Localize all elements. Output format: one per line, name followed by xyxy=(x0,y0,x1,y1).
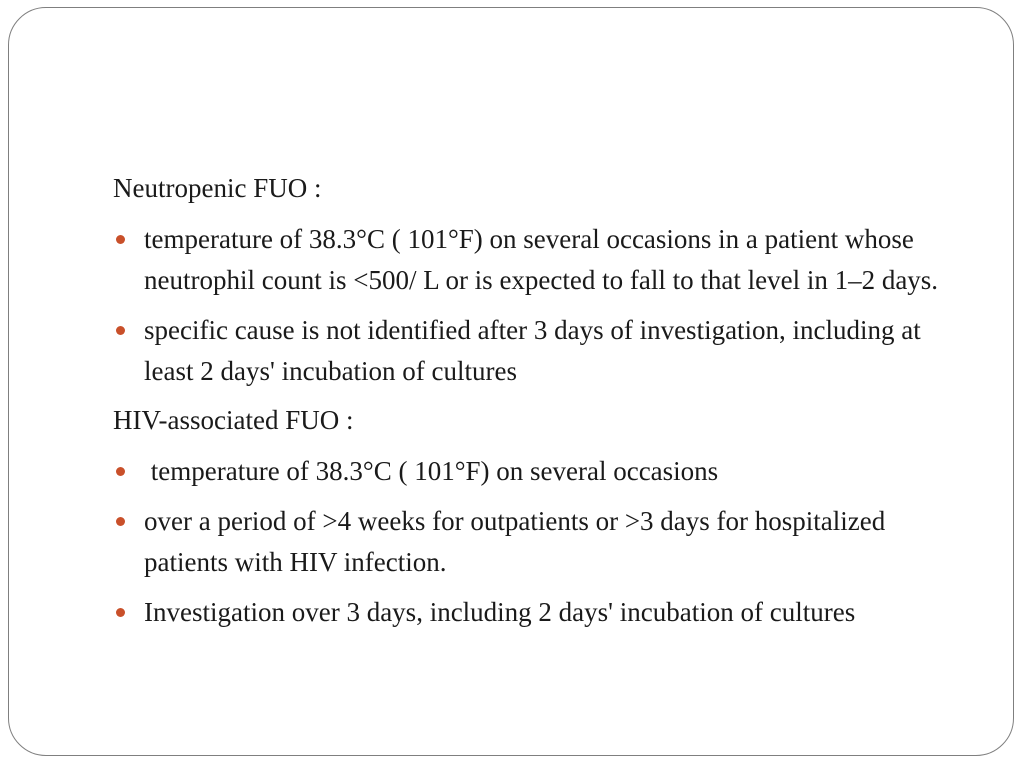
bullet-text: Investigation over 3 days, including 2 days' incubation of cultures xyxy=(144,597,856,627)
bullet-dot-icon xyxy=(116,517,125,526)
bullet-item xyxy=(113,219,953,301)
bullet-dot-icon xyxy=(116,608,125,617)
slide-content xyxy=(113,169,953,642)
section-heading-hiv: HIV-associated FUO : xyxy=(113,405,354,435)
section-heading-neutropenic: Neutropenic FUO : xyxy=(113,173,322,203)
bullet-dot-icon xyxy=(116,235,125,244)
bullet-dot-icon xyxy=(116,467,125,476)
bullet-item xyxy=(113,451,953,492)
bullet-text: specific cause is not identified after 3 days of investigation, including at least 2 days' incubation of cultures xyxy=(144,315,921,386)
bullet-text: temperature of 38.3°C ( 101°F) on several occasions in a patient whose neutrophil count is <500/ L or is expected to fall to that level in 1–2 days. xyxy=(144,224,939,295)
bullet-item xyxy=(113,501,953,583)
bullet-text: temperature of 38.3°C ( 101°F) on several occasions xyxy=(144,456,719,486)
bullet-text: over a period of >4 weeks for outpatients or >3 days for hospitalized patients with HIV infection. xyxy=(144,506,886,577)
bullet-item xyxy=(113,592,953,633)
bullet-dot-icon xyxy=(116,326,125,335)
bullet-item xyxy=(113,310,953,392)
